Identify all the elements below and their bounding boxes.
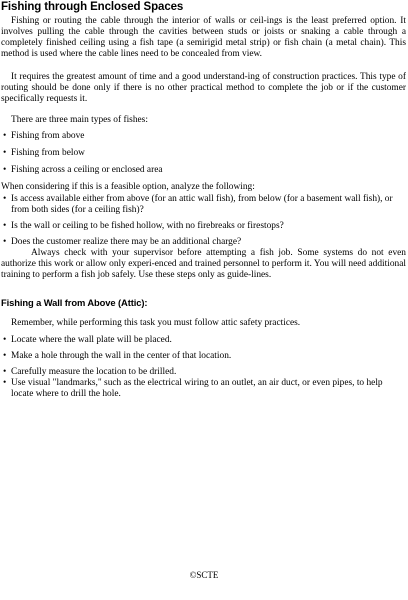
attic-reminder: Remember, while performing this task you must follow attic safety practices. [11,318,301,328]
bullet-marker: • [3,194,7,204]
list-item [1,148,406,159]
requirements-paragraph: It requires the greatest amount of time and a good understand-ing of construction practices. This type of routing should be done only if there is no other practical method to complete the job or if the customer specifically requests it. [1,72,406,104]
list-item [1,221,406,232]
fish-types-intro: There are three main types of fishes: [11,115,148,125]
copyright-footer: ©SCTE [189,570,219,580]
list-item-text: Use visual "landmarks," such as the electrical wiring to an outlet, an air duct, or even pipes, to help locate where to drill the hole. [11,378,383,399]
list-item-text: Is the wall or ceiling to be fished hollow, with no firebreaks or firestops? [11,221,284,231]
list-item-text: Locate where the wall plate will be placed. [11,335,172,345]
supervisor-note: Always check with your supervisor before attempting a fish job. Some systems do not even authorize this work or allow only experi-enced and trained personnel to perform it. You will need additional training to perform a fish job safely. Use these steps only as guide-lines. [1,248,406,280]
list-item-text: Is access available either from above (for an attic wall fish), from below (for a basement wall fish), or from both sides (for a ceiling fish)? [11,194,393,215]
bullet-marker: • [3,148,7,158]
list-item-text: Fishing from above [11,131,85,141]
list-item-text: Carefully measure the location to be drilled. [11,367,177,377]
list-item [1,237,406,248]
intro-paragraph: Fishing or routing the cable through the interior of walls or ceil-ings is the least preferred option. It involves pulling the cable through the cavities between studs or joists or snaking a cable through a completely finished ceiling using a fish tape (a semirigid metal strip) or fish chain (a metal chain). This method is used where the cable lines need to be concealed from view. [1,16,406,59]
page-title: Fishing through Enclosed Spaces [1,1,184,13]
bullet-marker: • [3,378,7,388]
bullet-marker: • [3,351,7,361]
list-item-text: Fishing from below [11,148,85,158]
list-item [1,335,406,346]
list-item [1,351,406,362]
bullet-marker: • [3,221,7,231]
list-item [1,165,406,176]
list-item [1,194,406,216]
list-item [1,378,406,400]
list-item-text: Fishing across a ceiling or enclosed area [11,165,163,175]
list-item-text: Make a hole through the wall in the center of that location. [11,351,232,361]
bullet-marker: • [3,335,7,345]
list-item [1,367,406,378]
section-heading: Fishing a Wall from Above (Attic): [1,297,148,308]
list-item-text: Does the customer realize there may be an additional charge? [11,237,242,247]
analyze-intro: When considering if this is a feasible option, analyze the following: [1,182,255,192]
bullet-marker: • [3,367,7,377]
bullet-marker: • [3,165,7,175]
bullet-marker: • [3,131,7,141]
list-item [1,131,406,142]
bullet-marker: • [3,237,7,247]
